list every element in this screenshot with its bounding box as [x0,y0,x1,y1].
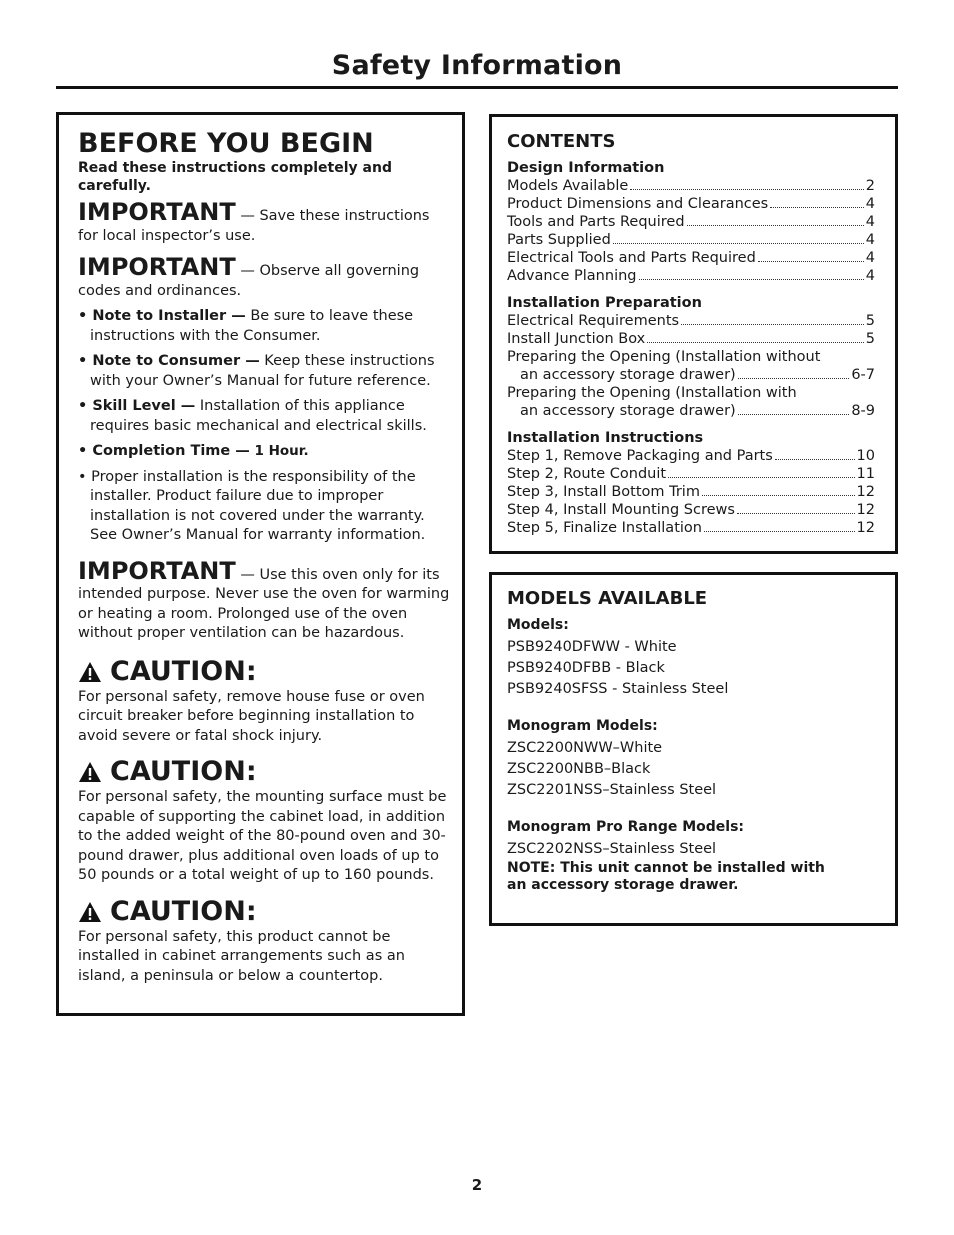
caution-heading [78,656,452,688]
important-text: — Save these instructions for local inspector’s use. [78,208,430,244]
model-item: ZSC2202NSS–Stainless Steel [507,841,717,857]
toc-label: Step 1, Remove Packaging and Parts [507,448,773,464]
toc-label: Preparing the Opening (Installation with [507,385,797,401]
caution-title: CAUTION: [110,655,257,687]
pro-subtitle: Monogram Pro Range Models: [507,819,745,835]
toc-label: Tools and Parts Required [507,214,685,230]
toc-page: 6-7 [851,367,875,383]
toc-label: an accessory storage drawer) [520,403,736,419]
models-heading: MODELS AVAILABLE [507,588,708,609]
toc-entry[interactable] [507,348,875,384]
important-keyword: IMPORTANT [78,253,236,281]
important-keyword: IMPORTANT [78,198,236,226]
caution-text: For personal safety, remove house fuse or oven circuit breaker before beginning installation to avoid severe or fatal shock injury. [78,688,425,744]
toc-section-title: Design Information [507,160,665,176]
monogram-subtitle: Monogram Models: [507,718,658,734]
toc-entry[interactable] [507,249,875,267]
warning-icon [78,901,102,923]
toc-label: Advance Planning [507,268,637,284]
toc-page: 12 [856,502,875,518]
toc-page: 12 [856,520,875,536]
important-keyword: IMPORTANT [78,556,236,585]
important-2 [78,254,452,301]
toc-label: Preparing the Opening (Installation without [507,349,821,365]
toc-page: 11 [856,466,875,482]
toc-entry[interactable] [507,483,875,501]
toc-page: 4 [865,268,875,284]
toc-label: Electrical Tools and Parts Required [507,250,756,266]
caution-heading [78,896,452,928]
toc-entry[interactable] [507,447,875,465]
completion-time [78,442,452,462]
toc-label: Step 4, Install Mounting Screws [507,502,735,518]
models-subtitle: Models: [507,617,569,633]
page-number: 2 [471,1176,483,1194]
toc-label: Product Dimensions and Clearances [507,196,769,212]
warning-icon [78,761,102,783]
toc-page: 4 [865,250,875,266]
note-consumer [78,352,452,391]
skill-level [78,397,452,436]
model-item: PSB9240DFWW - White [507,639,677,655]
toc-entry[interactable] [507,330,875,348]
toc-page: 10 [856,448,875,464]
toc-label: Electrical Requirements [507,313,680,329]
model-item: PSB9240DFBB - Black [507,660,665,676]
model-item: ZSC2200NBB–Black [507,761,651,777]
toc-entry[interactable] [507,312,875,330]
toc-page: 2 [865,178,875,194]
title-rule [56,86,898,89]
before-lead: Read these instructions completely and carefully. [78,160,392,194]
toc-label: Install Junction Box [507,331,646,347]
toc-label: Models Available [507,178,629,194]
page-title: Safety Information [331,50,623,81]
toc-entry[interactable] [507,267,875,285]
toc-label: an accessory storage drawer) [520,367,736,383]
bullet-text: • Proper installation is the responsibility of the installer. Product failure due to improper installation is not covered under the warranty. See Owner’s Manual for warranty information. [78,468,426,543]
bullet-text: Be sure to leave these instructions with the Consumer. [90,308,414,344]
toc-label: Step 3, Install Bottom Trim [507,484,700,500]
models-available-panel [489,572,898,926]
important-text: — Use this oven only for its intended purpose. Never use the oven for warming or heating a room. Prolonged use of the oven without proper ventilation can be hazardous. [78,566,450,641]
proper-installation [78,468,452,546]
note-installer [78,307,452,346]
bullet-text: 1 Hour. [249,443,309,459]
caution-text: For personal safety, this product cannot be installed in cabinet arrangements such as an island, a peninsula or below a countertop. [78,928,405,984]
toc-page: 4 [865,214,875,230]
toc-entry[interactable] [507,177,875,195]
toc-page: 8-9 [851,403,875,419]
important-1 [78,199,452,246]
toc-entry[interactable] [507,501,875,519]
toc-entry[interactable] [507,519,875,537]
caution-heading [78,756,452,788]
caution-title: CAUTION: [110,756,257,787]
model-item: ZSC2201NSS–Stainless Steel [507,782,717,798]
warning-icon [78,661,102,683]
model-item: PSB9240SFSS - Stainless Steel [507,681,729,697]
toc-entry[interactable] [507,384,875,420]
bullet-label: • Completion Time — [78,443,250,459]
caution-text: For personal safety, the mounting surface must be capable of supporting the cabinet load, in addition to the added weight of the 80-pound oven and 30-pound drawer, plus additional oven loads of up to 50 pounds or a total weight of up to 160 pounds. [78,789,447,883]
toc-entry[interactable] [507,195,875,213]
toc-page: 12 [856,484,875,500]
bullet-label: • Skill Level — [78,398,196,414]
model-item: ZSC2200NWW–White [507,740,663,756]
important-text: — Observe all governing codes and ordinances. [78,263,420,299]
toc-label: Step 2, Route Conduit [507,466,667,482]
toc-label: Parts Supplied [507,232,611,248]
before-you-begin-panel [56,112,465,1016]
toc-label: Step 5, Finalize Installation [507,520,702,536]
models-note: NOTE: This unit cannot be installed with an accessory storage drawer. [507,860,825,893]
toc-section-title: Installation Preparation [507,295,702,311]
bullet-label: • Note to Installer — [78,308,246,324]
bullet-label: • Note to Consumer — [78,353,260,369]
before-heading: BEFORE YOU BEGIN [78,128,374,159]
bullet-text: Keep these instructions with your Owner’s Manual for future reference. [90,353,435,389]
contents-heading: CONTENTS [507,131,616,152]
important-3 [78,558,452,644]
bullet-text: Installation of this appliance requires basic mechanical and electrical skills. [90,398,427,434]
toc-page: 4 [865,232,875,248]
toc-page: 4 [865,196,875,212]
contents-panel [489,114,898,554]
caution-title: CAUTION: [110,895,257,927]
toc-entry[interactable] [507,231,875,249]
toc-entry[interactable] [507,465,875,483]
toc-page: 5 [865,331,875,347]
toc-section-title: Installation Instructions [507,430,704,446]
toc-entry[interactable] [507,213,875,231]
toc-page: 5 [865,313,875,329]
